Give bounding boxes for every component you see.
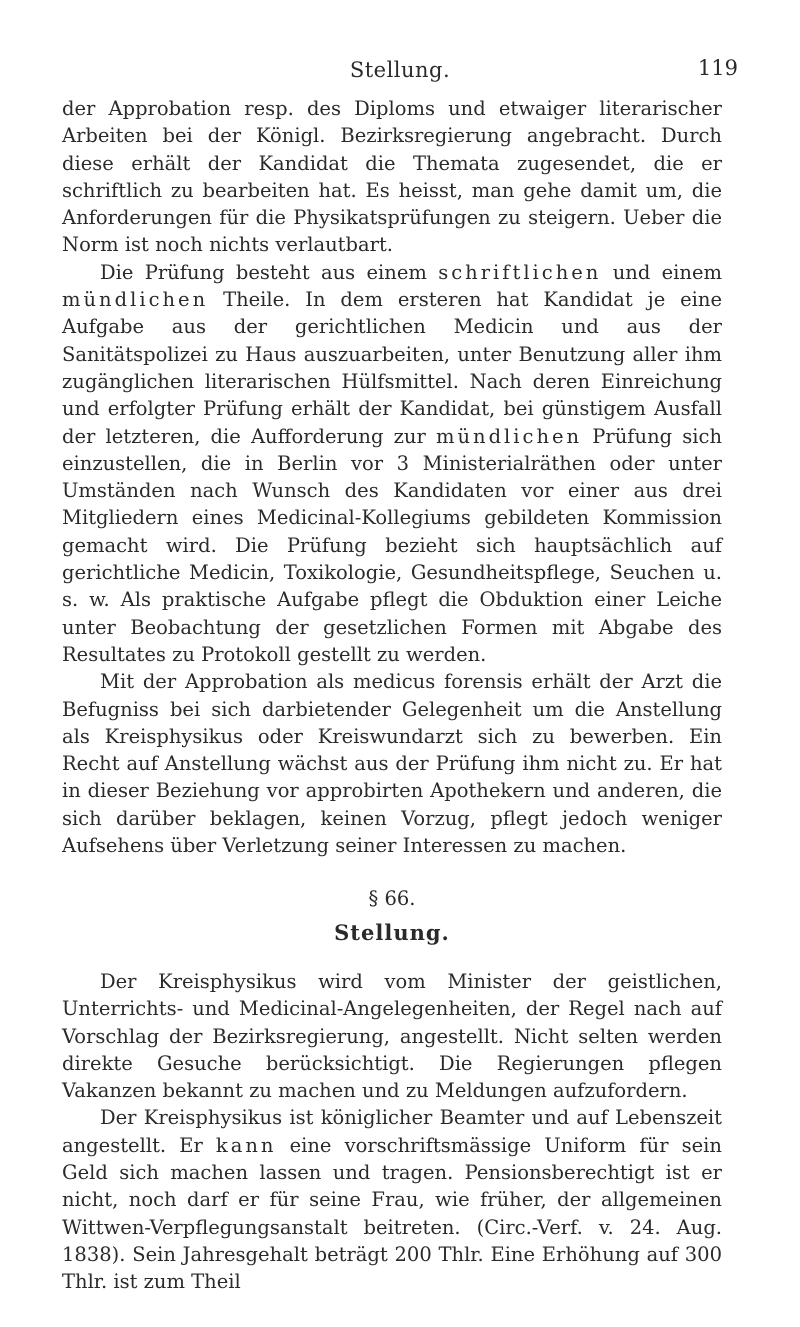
text-run: eine vorschriftsmässige Uniform für sein Geld sich machen lassen und tragen. Pensionsberechtigt ist er nicht, noch darf er für seine Frau, wie früher, der allgemeinen Wittwen-Verpflegungsanstalt beitreten. (Circ.-Verf. v. 24. Aug. 1838). Sein Jahresgehalt beträgt 200 Thlr. Eine Erhöhung auf 300 Thlr. ist zum Theil	[62, 1133, 722, 1294]
paragraph-continued: der Approbation resp. des Diploms und etwaiger literarischer Arbeiten bei der Königl. Bezirksregierung angebracht. Durch diese erhält der Kandidat die Themata zugesendet, die er schriftlich zu bearbeiten hat. Es heisst, man gehe damit um, die Anforderungen für die Physikatsprüfungen zu steigern. Ueber die Norm ist noch nichts verlautbart.	[62, 97, 722, 257]
text-run: Theile. In dem ersteren hat Kandidat je eine Aufgabe aus der gerichtlichen Medicin und aus der Sanitätspolizei zu Haus auszuarbeiten, unter Benutzung aller ihm zugänglichen literarischen Hülfsmittel. Nach deren Einreichung und erfolgter Prüfung erhält der Kandidat, bei günstigem Ausfall der letzteren, die Aufforderung zur	[62, 288, 723, 448]
section-title: Stellung.	[334, 919, 450, 945]
running-title: Stellung.	[349, 58, 451, 82]
text-run: Die Prüfung besteht aus einem	[100, 260, 427, 284]
section-number: § 66.	[368, 887, 416, 911]
body-text	[62, 95, 722, 1295]
paragraph-exam	[62, 259, 722, 668]
paragraph-status	[62, 1104, 722, 1295]
emphasis-written: schriftlichen	[438, 260, 602, 284]
emphasis-oral: mündlichen	[62, 288, 209, 312]
page-number: 119	[697, 56, 738, 80]
paragraph-approbation: Mit der Approbation als medicus forensis erhält der Arzt die Befugniss bei sich darbietender Gelegenheit um die Anstellung als Kreisphysikus oder Kreiswundarzt sich zu bewerben. Ein Recht auf Anstellung wächst aus der Prüfung ihm nicht zu. Er hat in dieser Beziehung vor approbirten Apothekern und anderen, die sich darüber beklagen, keinen Vorzug, pflegt jedoch weniger Aufsehens über Verletzung seiner Interessen zu machen.	[62, 670, 722, 858]
text-run: Prüfung sich einzustellen, die in Berlin vor 3 Ministerialräthen oder unter Umständen nach Wunsch des Kandidaten vor einer aus drei Mitgliedern eines Medicinal-Kollegiums gebildeten Kommission gemacht wird. Die Prüfung bezieht sich hauptsächlich auf gerichtliche Medicin, Toxikologie, Gesundheitspflege, Seuchen u. s. w. Als praktische Aufgabe pflegt die Obduktion einer Leiche unter Beobachtung der gesetzlichen Formen mit Abgabe des Resultates zu Protokoll gestellt zu werden.	[62, 424, 723, 666]
text-run: und einem	[612, 260, 722, 284]
emphasis-kann: kann	[215, 1133, 277, 1157]
text-run: Der Kreisphysikus ist königlicher Beamter und auf Lebenszeit angestellt. Er	[62, 1106, 722, 1157]
paragraph-appointment: Der Kreisphysikus wird vom Minister der geistlichen, Unterrichts- und Medicinal-Angelegenheiten, der Regel nach auf Vorschlag der Bezirksregierung, angestellt. Nicht selten werden direkte Gesuche berücksichtigt. Die Regierungen pflegen Vakanzen bekannt zu machen und zu Meldungen aufzufordern.	[62, 969, 722, 1103]
emphasis-oral-2: mündlichen	[435, 424, 583, 448]
